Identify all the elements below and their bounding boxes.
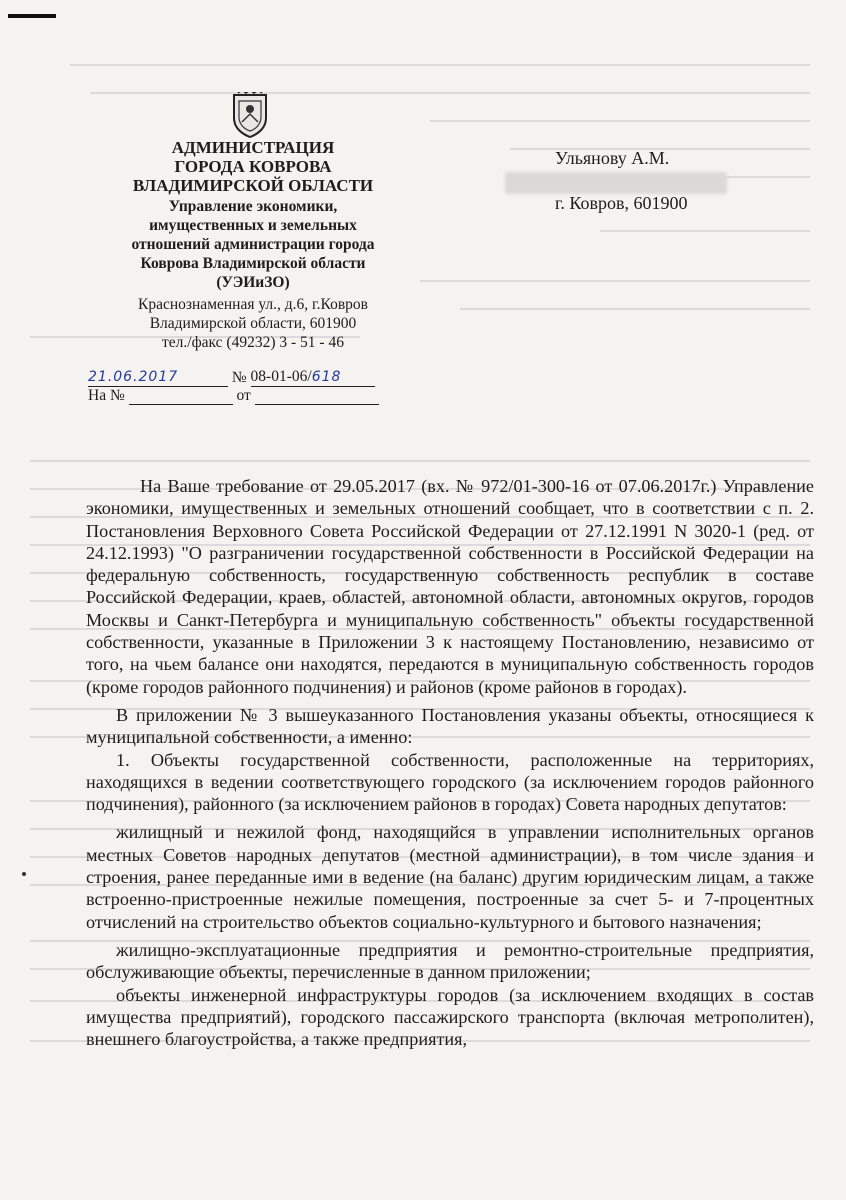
address-line: Владимирской области, 601900 <box>149 315 357 332</box>
text-line: краев, областей, автономной области, автономных округов, городов Москвы и <box>86 587 814 630</box>
addressee-name: Ульянову А.М. <box>555 148 670 168</box>
text-line: предприятия, обслуживающие объекты, перечисленные в данном приложении; <box>86 939 814 983</box>
department-line: отношений администрации города <box>131 236 375 253</box>
text-line: относящиеся к муниципальной собственности, а именно: <box>86 704 814 748</box>
text-line: независимо от того, на чьем балансе они находятся, передаются в муниципальную <box>86 632 814 675</box>
department-abbrev: (УЭИиЗО) <box>216 274 290 291</box>
text-line: Управление экономики, имущественных и земельных отношений сообщает, что в <box>86 476 814 519</box>
text-line: собственность городов (кроме городов районного подчинения) и районов (кроме <box>86 654 814 697</box>
text-line: 27.12.1991 N 3020-1 (ред. от 24.12.1993) "О разграничении государственной <box>86 520 814 563</box>
text-line: построенные за счет 5- и 7-процентных отчислений на строительство объектов <box>86 889 814 932</box>
text-line: числе здания и строения, ранее переданные ими в ведение (на баланс) другим <box>86 844 814 888</box>
admin-title-line: ГОРОДА КОВРОВА <box>174 157 332 176</box>
phone-line: тел./факс (49232) 3 - 51 - 46 <box>162 334 344 351</box>
addressee-block <box>555 146 687 215</box>
text-line: соответствии с п. 2. Постановления Верховного Совета Российской Федерации от <box>86 498 815 541</box>
outgoing-date-field <box>88 368 228 387</box>
paragraph-infrastructure <box>86 984 814 1051</box>
number-label: № <box>231 369 247 386</box>
paragraph-enterprises <box>86 939 814 984</box>
paragraph-housing <box>86 821 814 932</box>
text-line: районов в городах). <box>535 676 687 697</box>
text-line: состав имущества предприятий), городского пассажирского транспорта (включая <box>86 984 814 1027</box>
paragraph-item-1 <box>86 749 814 816</box>
handwritten-date: 21.06.2017 <box>88 369 179 385</box>
coat-of-arms-icon <box>230 92 270 138</box>
on-number-label: На № <box>88 387 125 404</box>
text-line: В приложении № 3 вышеуказанного Постановления указаны объекты, <box>116 704 697 725</box>
sender-header <box>108 138 398 352</box>
from-label: от <box>236 387 251 404</box>
addressee-city: г. Ковров, 601900 <box>555 193 688 213</box>
text-line: жилищно-эксплуатационные предприятия и ремонтно-строительные <box>116 939 711 960</box>
text-line: социально-культурного и бытового назначения; <box>392 911 762 932</box>
paragraph-appendix <box>86 704 814 749</box>
text-line: находящихся в ведении соответствующего городского (за исключением городов <box>86 771 734 792</box>
text-line: государственную собственность республик в составе Российской Федерации, <box>86 565 814 608</box>
department-line: имущественных и земельных <box>149 217 357 234</box>
text-line: органов местных Советов народных депутатов (местной администрации), в том <box>86 822 814 865</box>
reference-line <box>88 386 379 405</box>
admin-title-line: АДМИНИСТРАЦИЯ <box>171 138 335 157</box>
paragraph-intro <box>86 475 814 698</box>
reference-date-field <box>255 386 379 405</box>
text-line: собственности, указанные в Приложении 3 к настоящему Постановлению, <box>86 632 699 653</box>
department-line: Управление экономики, <box>168 198 338 215</box>
department-line: Коврова Владимирской области <box>140 255 366 272</box>
text-line: собственности в Российской Федерации на федеральную собственность, <box>86 542 814 586</box>
handwritten-number: 618 <box>311 369 342 385</box>
corner-mark <box>8 14 56 18</box>
outgoing-number-field <box>251 368 375 387</box>
outgoing-number: 08-01-06/ <box>250 368 312 385</box>
text-line: метрополитен), внешнего благоустройства, а также предприятия, <box>86 1006 814 1050</box>
text-line: юридическим лицам, а также встроенно-пристроенные нежилые помещения, <box>86 867 814 910</box>
text-line: жилищный и нежилой фонд, находящийся в управлении исполнительных <box>116 822 753 843</box>
text-line: На Ваше требование от 29.05.2017 (вх. № 972/01-300-16 от 07.06.2017г.) <box>140 476 723 496</box>
text-line: народных депутатов: <box>624 794 787 815</box>
address-line: Краснознаменная ул., д.6, г.Ковров <box>138 296 368 313</box>
scan-speck <box>22 872 26 876</box>
text-line: объекты инженерной инфраструктуры городов (за исключением входящих в <box>116 984 764 1005</box>
text-line: 1. Объекты государственной собственности, расположенные на территориях, <box>116 749 814 770</box>
registration-line <box>88 368 375 387</box>
admin-title-line: ВЛАДИМИРСКОЙ ОБЛАСТИ <box>132 176 374 195</box>
text-line: районного подчинения), районного (за исключением районов в городах) Совета <box>86 771 814 815</box>
text-line: Санкт-Петербурга и муниципальную собственность" объекты государственной <box>176 609 814 630</box>
letter-body <box>86 475 814 1050</box>
reference-number-field <box>129 386 233 405</box>
